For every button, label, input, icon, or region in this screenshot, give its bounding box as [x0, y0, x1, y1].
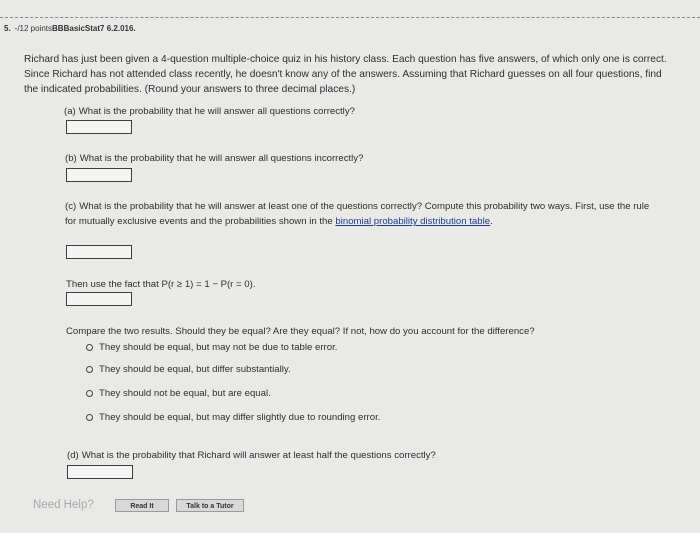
- radio-icon[interactable]: [86, 414, 93, 421]
- question-intro: Richard has just been given a 4-question multiple-choice quiz in his history class. Each question has five answers, of which only one is correct. Since Richard has not attended class recently, he doesn't know any of the answers. Assuming that Richard guesses on all four questions, find the indicated probabilities. (Round your answers to three decimal places.): [24, 54, 667, 95]
- compare-prompt: Compare the two results. Should they be equal? Are they equal? If not, how do you account for the difference?: [66, 326, 535, 337]
- question-header: [4, 24, 136, 33]
- radio-icon[interactable]: [86, 390, 93, 397]
- part-c-prompt: [65, 199, 655, 229]
- question-number: 5.: [4, 24, 11, 33]
- compare-option-2[interactable]: [86, 364, 291, 375]
- part-d-prompt: [67, 448, 436, 463]
- part-c-text: What is the probability that he will answer at least one of the questions correctly? Compute this probability two ways. First, use the rule for mutually exclusive events and the probabilities shown in the: [65, 201, 650, 227]
- compare-option-2-label: They should be equal, but differ substantially.: [99, 364, 291, 375]
- part-c-first-answer-input[interactable]: [66, 245, 132, 259]
- part-d-text: What is the probability that Richard will answer at least half the questions correctly?: [81, 450, 436, 461]
- part-a-label: (a): [64, 106, 76, 117]
- top-divider: [0, 17, 700, 18]
- talk-to-tutor-button[interactable]: Talk to a Tutor: [176, 499, 244, 512]
- part-a-prompt: [64, 104, 355, 119]
- part-b-label: (b): [65, 153, 77, 164]
- part-c-second-answer-input[interactable]: [66, 292, 132, 306]
- compare-option-4[interactable]: [86, 412, 380, 423]
- part-a-text: What is the probability that he will answer all questions correctly?: [78, 106, 355, 117]
- part-d-label: (d): [67, 450, 79, 461]
- compare-option-3-label: They should not be equal, but are equal.: [99, 388, 271, 399]
- compare-option-1[interactable]: [86, 342, 337, 353]
- question-points: -/12 points: [14, 24, 53, 33]
- compare-option-1-label: They should be equal, but may not be due to table error.: [99, 342, 338, 353]
- part-c-second-prompt: Then use the fact that P(r ≥ 1) = 1 − P(r = 0).: [66, 279, 256, 290]
- part-d-answer-input[interactable]: [67, 465, 133, 479]
- compare-option-3[interactable]: [86, 388, 271, 399]
- part-b-text: What is the probability that he will answer all questions incorrectly?: [79, 153, 364, 164]
- part-b-answer-input[interactable]: [66, 168, 132, 182]
- radio-icon[interactable]: [86, 366, 93, 373]
- binomial-table-link[interactable]: binomial probability distribution table: [335, 216, 491, 227]
- read-it-button[interactable]: Read It: [115, 499, 169, 512]
- need-help-label: Need Help?: [33, 499, 94, 511]
- part-c-label: (c): [65, 201, 77, 212]
- radio-icon[interactable]: [86, 344, 93, 351]
- compare-option-4-label: They should be equal, but may differ slightly due to rounding error.: [99, 412, 381, 423]
- part-a-answer-input[interactable]: [66, 120, 132, 134]
- part-b-prompt: [65, 151, 363, 166]
- question-source: BBBasicStat7 6.2.016.: [52, 24, 136, 33]
- part-c-period: .: [490, 216, 493, 227]
